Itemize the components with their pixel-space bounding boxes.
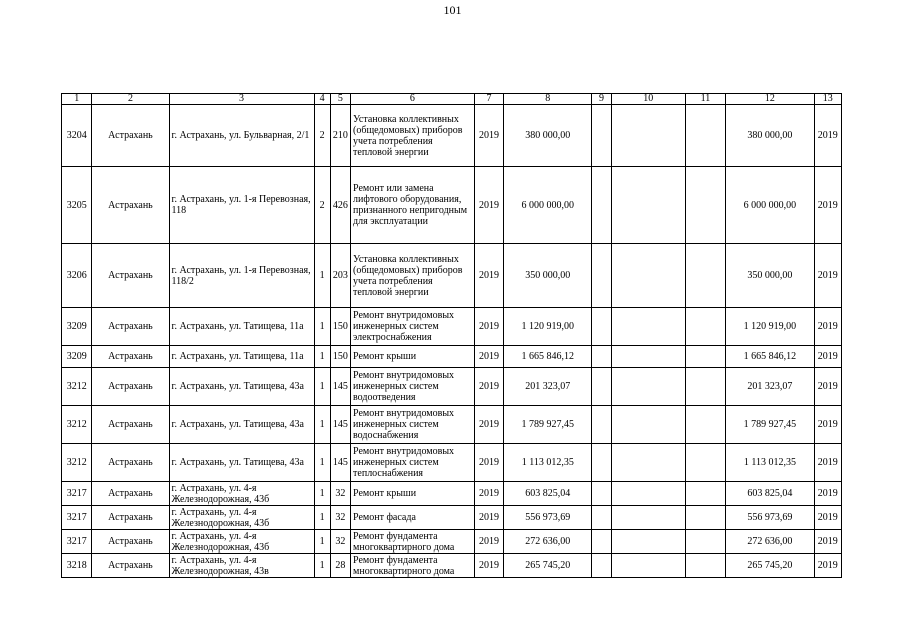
- address-cell: г. Астрахань, ул. 1-я Перевозная, 118: [169, 167, 314, 244]
- col10-cell: [611, 554, 685, 578]
- column-header: 4: [314, 94, 330, 105]
- column-header: 11: [685, 94, 726, 105]
- apartments-cell: 32: [330, 482, 350, 506]
- total-cell: 1 665 846,12: [726, 346, 814, 368]
- city-cell: Астрахань: [92, 406, 169, 444]
- work-type-cell: Установка коллективных (общедомовых) приборов учета потребления тепловой энергии: [351, 105, 475, 167]
- floors-cell: 1: [314, 506, 330, 530]
- table-row: [62, 406, 842, 444]
- city-cell: Астрахань: [92, 444, 169, 482]
- table-row: [62, 482, 842, 506]
- city-cell: Астрахань: [92, 554, 169, 578]
- year-cell: 2019: [474, 444, 503, 482]
- address-cell: г. Астрахань, ул. Татищева, 11а: [169, 308, 314, 346]
- address-cell: г. Астрахань, ул. 4-я Железнодорожная, 43б: [169, 506, 314, 530]
- floors-cell: 1: [314, 554, 330, 578]
- col11-cell: [685, 105, 726, 167]
- col11-cell: [685, 530, 726, 554]
- col10-cell: [611, 346, 685, 368]
- col11-cell: [685, 554, 726, 578]
- address-cell: г. Астрахань, ул. Татищева, 11а: [169, 346, 314, 368]
- year-cell: 2019: [474, 244, 503, 308]
- apartments-cell: 210: [330, 105, 350, 167]
- cost-cell: 265 745,20: [504, 554, 592, 578]
- col10-cell: [611, 244, 685, 308]
- column-header: 5: [330, 94, 350, 105]
- col9-cell: [592, 482, 611, 506]
- id-cell: 3209: [62, 308, 92, 346]
- table-row: [62, 308, 842, 346]
- apartments-cell: 203: [330, 244, 350, 308]
- table-row: [62, 167, 842, 244]
- col9-cell: [592, 368, 611, 406]
- address-cell: г. Астрахань, ул. Татищева, 43а: [169, 368, 314, 406]
- apartments-cell: 28: [330, 554, 350, 578]
- col10-cell: [611, 482, 685, 506]
- apartments-cell: 426: [330, 167, 350, 244]
- id-cell: 3209: [62, 346, 92, 368]
- floors-cell: 1: [314, 244, 330, 308]
- cost-cell: 201 323,07: [504, 368, 592, 406]
- total-cell: 350 000,00: [726, 244, 814, 308]
- column-number-row: [62, 94, 842, 105]
- year-end-cell: 2019: [814, 530, 842, 554]
- column-header: 10: [611, 94, 685, 105]
- apartments-cell: 145: [330, 368, 350, 406]
- col11-cell: [685, 506, 726, 530]
- table-row: [62, 444, 842, 482]
- work-type-cell: Ремонт внутридомовых инженерных систем электроснабжения: [351, 308, 475, 346]
- total-cell: 265 745,20: [726, 554, 814, 578]
- year-cell: 2019: [474, 482, 503, 506]
- total-cell: 201 323,07: [726, 368, 814, 406]
- work-type-cell: Ремонт внутридомовых инженерных систем водоотведения: [351, 368, 475, 406]
- col9-cell: [592, 105, 611, 167]
- cost-cell: 6 000 000,00: [504, 167, 592, 244]
- id-cell: 3217: [62, 530, 92, 554]
- col10-cell: [611, 308, 685, 346]
- total-cell: 1 113 012,35: [726, 444, 814, 482]
- address-cell: г. Астрахань, ул. 1-я Перевозная, 118/2: [169, 244, 314, 308]
- work-type-cell: Ремонт внутридомовых инженерных систем теплоснабжения: [351, 444, 475, 482]
- floors-cell: 1: [314, 406, 330, 444]
- total-cell: 380 000,00: [726, 105, 814, 167]
- cost-cell: 272 636,00: [504, 530, 592, 554]
- cost-cell: 350 000,00: [504, 244, 592, 308]
- id-cell: 3212: [62, 368, 92, 406]
- work-type-cell: Ремонт или замена лифтового оборудования, признанного непригодным для эксплуатации: [351, 167, 475, 244]
- year-cell: 2019: [474, 167, 503, 244]
- year-end-cell: 2019: [814, 444, 842, 482]
- col9-cell: [592, 346, 611, 368]
- year-end-cell: 2019: [814, 308, 842, 346]
- city-cell: Астрахань: [92, 346, 169, 368]
- floors-cell: 1: [314, 530, 330, 554]
- total-cell: 6 000 000,00: [726, 167, 814, 244]
- total-cell: 272 636,00: [726, 530, 814, 554]
- address-cell: г. Астрахань, ул. 4-я Железнодорожная, 43в: [169, 554, 314, 578]
- year-end-cell: 2019: [814, 482, 842, 506]
- floors-cell: 2: [314, 105, 330, 167]
- floors-cell: 1: [314, 308, 330, 346]
- year-cell: 2019: [474, 308, 503, 346]
- city-cell: Астрахань: [92, 167, 169, 244]
- cost-cell: 1 113 012,35: [504, 444, 592, 482]
- year-end-cell: 2019: [814, 368, 842, 406]
- total-cell: 1 120 919,00: [726, 308, 814, 346]
- id-cell: 3204: [62, 105, 92, 167]
- col9-cell: [592, 167, 611, 244]
- year-end-cell: 2019: [814, 346, 842, 368]
- floors-cell: 1: [314, 368, 330, 406]
- cost-cell: 1 789 927,45: [504, 406, 592, 444]
- work-type-cell: Установка коллективных (общедомовых) приборов учета потребления тепловой энергии: [351, 244, 475, 308]
- city-cell: Астрахань: [92, 506, 169, 530]
- col11-cell: [685, 406, 726, 444]
- col10-cell: [611, 444, 685, 482]
- table-row: [62, 244, 842, 308]
- year-cell: 2019: [474, 506, 503, 530]
- col9-cell: [592, 444, 611, 482]
- col11-cell: [685, 167, 726, 244]
- table-row: [62, 346, 842, 368]
- col10-cell: [611, 506, 685, 530]
- table-row: [62, 530, 842, 554]
- year-cell: 2019: [474, 346, 503, 368]
- work-type-cell: Ремонт фундамента многоквартирного дома: [351, 554, 475, 578]
- year-end-cell: 2019: [814, 244, 842, 308]
- year-end-cell: 2019: [814, 167, 842, 244]
- city-cell: Астрахань: [92, 244, 169, 308]
- total-cell: 1 789 927,45: [726, 406, 814, 444]
- address-cell: г. Астрахань, ул. Татищева, 43а: [169, 406, 314, 444]
- column-header: 9: [592, 94, 611, 105]
- city-cell: Астрахань: [92, 530, 169, 554]
- col9-cell: [592, 554, 611, 578]
- apartments-cell: 32: [330, 506, 350, 530]
- column-header: 1: [62, 94, 92, 105]
- cost-cell: 1 665 846,12: [504, 346, 592, 368]
- address-cell: г. Астрахань, ул. Татищева, 43а: [169, 444, 314, 482]
- floors-cell: 1: [314, 444, 330, 482]
- address-cell: г. Астрахань, ул. 4-я Железнодорожная, 43б: [169, 530, 314, 554]
- work-type-cell: Ремонт фундамента многоквартирного дома: [351, 530, 475, 554]
- work-type-cell: Ремонт крыши: [351, 346, 475, 368]
- city-cell: Астрахань: [92, 368, 169, 406]
- id-cell: 3218: [62, 554, 92, 578]
- year-end-cell: 2019: [814, 554, 842, 578]
- page-number: 101: [443, 3, 462, 17]
- year-cell: 2019: [474, 368, 503, 406]
- apartments-cell: 32: [330, 530, 350, 554]
- col9-cell: [592, 530, 611, 554]
- id-cell: 3212: [62, 406, 92, 444]
- work-type-cell: Ремонт крыши: [351, 482, 475, 506]
- address-cell: г. Астрахань, ул. Бульварная, 2/1: [169, 105, 314, 167]
- address-cell: г. Астрахань, ул. 4-я Железнодорожная, 43б: [169, 482, 314, 506]
- floors-cell: 2: [314, 167, 330, 244]
- apartments-cell: 145: [330, 444, 350, 482]
- floors-cell: 1: [314, 346, 330, 368]
- col11-cell: [685, 444, 726, 482]
- cost-cell: 1 120 919,00: [504, 308, 592, 346]
- col9-cell: [592, 244, 611, 308]
- column-header: 8: [504, 94, 592, 105]
- table-row: [62, 368, 842, 406]
- column-header: 13: [814, 94, 842, 105]
- city-cell: Астрахань: [92, 308, 169, 346]
- floors-cell: 1: [314, 482, 330, 506]
- col11-cell: [685, 346, 726, 368]
- cost-cell: 556 973,69: [504, 506, 592, 530]
- col11-cell: [685, 244, 726, 308]
- col10-cell: [611, 530, 685, 554]
- year-cell: 2019: [474, 406, 503, 444]
- col10-cell: [611, 105, 685, 167]
- col9-cell: [592, 506, 611, 530]
- cost-cell: 603 825,04: [504, 482, 592, 506]
- apartments-cell: 150: [330, 346, 350, 368]
- column-header: 12: [726, 94, 814, 105]
- city-cell: Астрахань: [92, 105, 169, 167]
- col11-cell: [685, 368, 726, 406]
- city-cell: Астрахань: [92, 482, 169, 506]
- col9-cell: [592, 406, 611, 444]
- table-row: [62, 105, 842, 167]
- year-end-cell: 2019: [814, 506, 842, 530]
- table-row: [62, 554, 842, 578]
- year-cell: 2019: [474, 530, 503, 554]
- total-cell: 603 825,04: [726, 482, 814, 506]
- apartments-cell: 150: [330, 308, 350, 346]
- column-header: 2: [92, 94, 169, 105]
- year-cell: 2019: [474, 105, 503, 167]
- table-row: [62, 506, 842, 530]
- year-cell: 2019: [474, 554, 503, 578]
- cost-cell: 380 000,00: [504, 105, 592, 167]
- total-cell: 556 973,69: [726, 506, 814, 530]
- year-end-cell: 2019: [814, 406, 842, 444]
- year-end-cell: 2019: [814, 105, 842, 167]
- id-cell: 3205: [62, 167, 92, 244]
- col10-cell: [611, 406, 685, 444]
- col10-cell: [611, 167, 685, 244]
- id-cell: 3206: [62, 244, 92, 308]
- id-cell: 3217: [62, 506, 92, 530]
- col9-cell: [592, 308, 611, 346]
- register-table: [61, 93, 842, 578]
- work-type-cell: Ремонт внутридомовых инженерных систем водоснабжения: [351, 406, 475, 444]
- col10-cell: [611, 368, 685, 406]
- col11-cell: [685, 308, 726, 346]
- id-cell: 3212: [62, 444, 92, 482]
- id-cell: 3217: [62, 482, 92, 506]
- work-type-cell: Ремонт фасада: [351, 506, 475, 530]
- column-header: 3: [169, 94, 314, 105]
- col11-cell: [685, 482, 726, 506]
- column-header: 7: [474, 94, 503, 105]
- apartments-cell: 145: [330, 406, 350, 444]
- column-header: 6: [351, 94, 475, 105]
